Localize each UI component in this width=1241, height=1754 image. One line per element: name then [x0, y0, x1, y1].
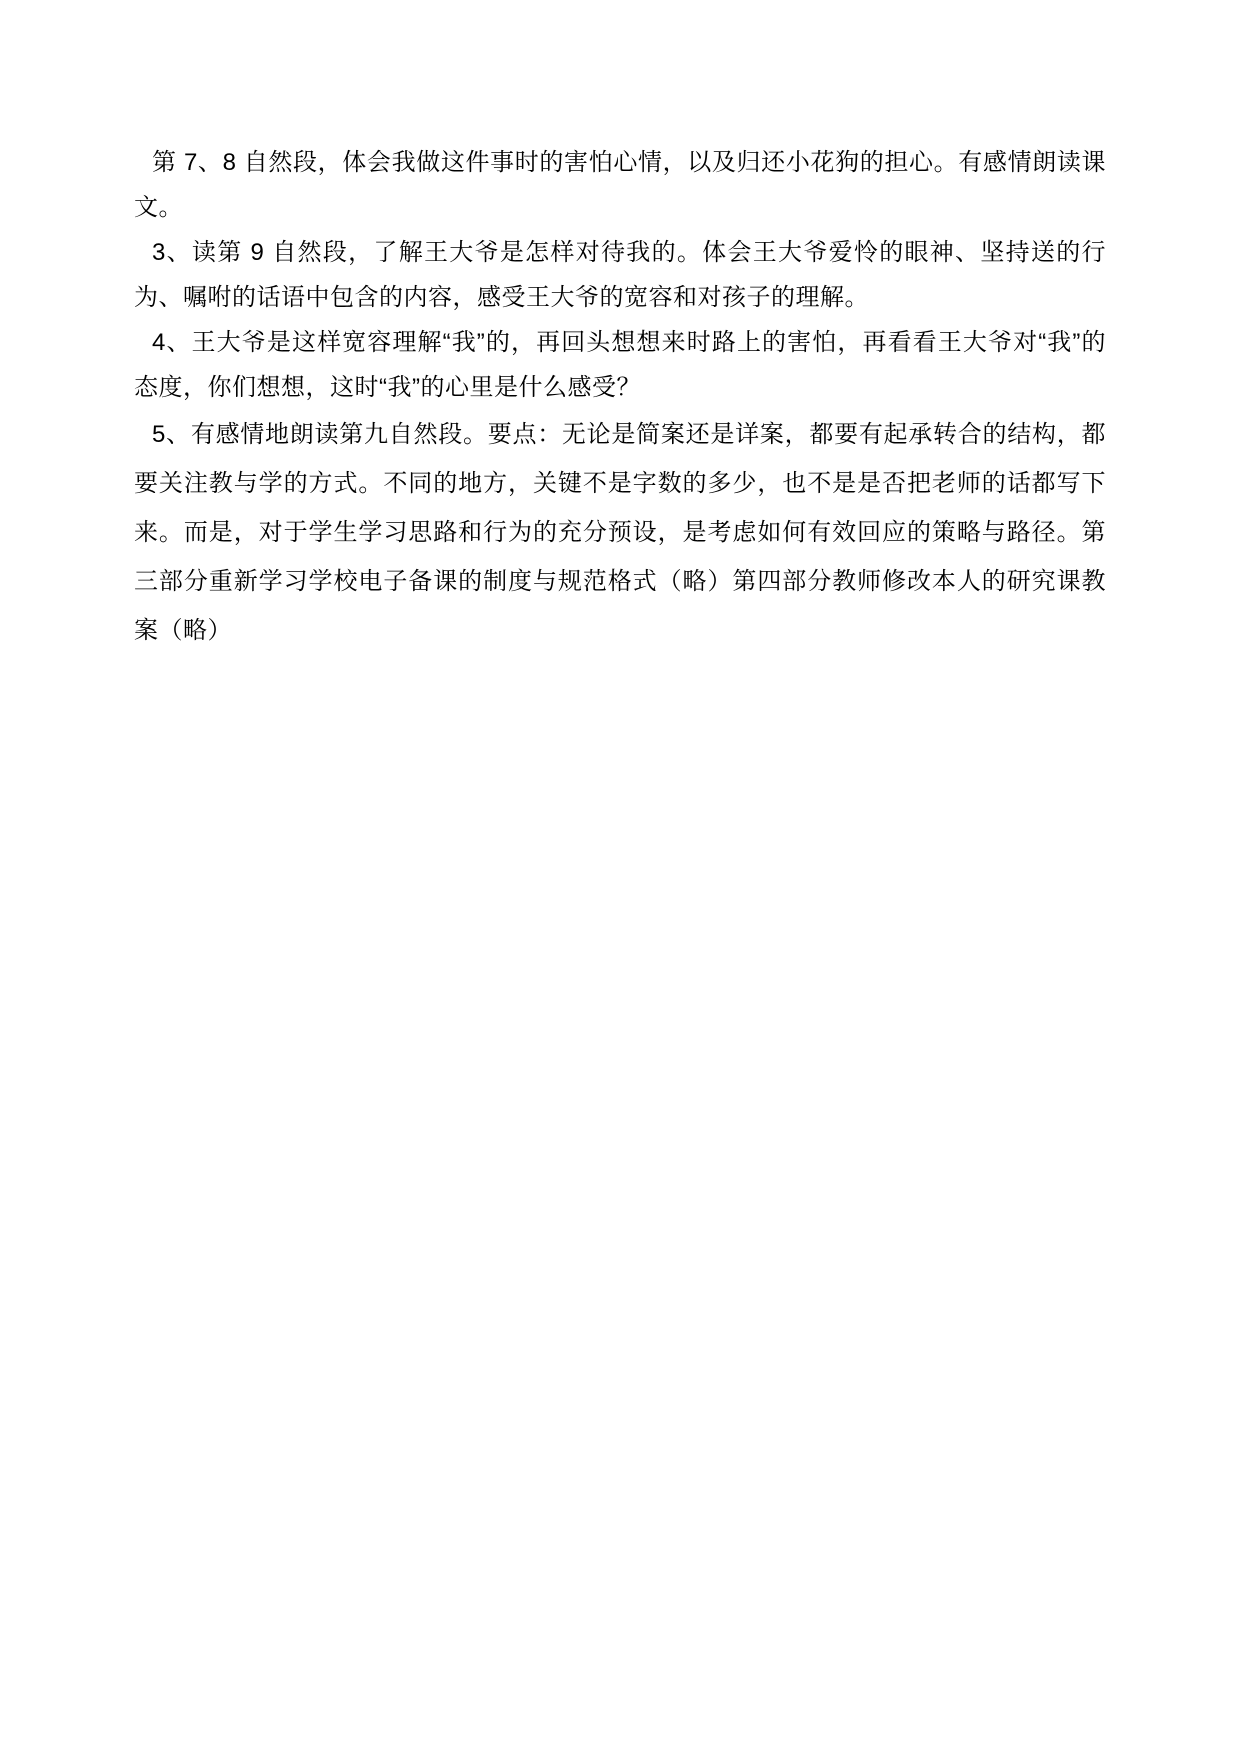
document-body [134, 140, 1106, 655]
paragraph-item-4: 4、王大爷是这样宽容理解“我”的，再回头想想来时路上的害怕，再看看王大爷对“我”的态度，你们想想，这时“我”的心里是什么感受？ [134, 329, 1106, 401]
paragraph-reading-7-8: 第 7、8 自然段，体会我做这件事时的害怕心情，以及归还小花狗的担心。有感情朗读课文。 [134, 149, 1106, 221]
paragraph-item-5: 5、有感情地朗读第九自然段。要点：无论是简案还是详案，都要有起承转合的结构，都要关注教与学的方式。不同的地方，关键不是字数的多少，也不是是否把老师的话都写下来。而是，对于学生学习思路和行为的充分预设，是考虑如何有效回应的策略与路径。第三部分重新学习学校电子备课的制度与规范格式（略）第四部分教师修改本人的研究课教案（略） [134, 421, 1106, 644]
paragraph-item-3: 3、读第 9 自然段，了解王大爷是怎样对待我的。体会王大爷爱怜的眼神、坚持送的行为、嘱咐的话语中包含的内容，感受王大爷的宽容和对孩子的理解。 [134, 239, 1106, 311]
